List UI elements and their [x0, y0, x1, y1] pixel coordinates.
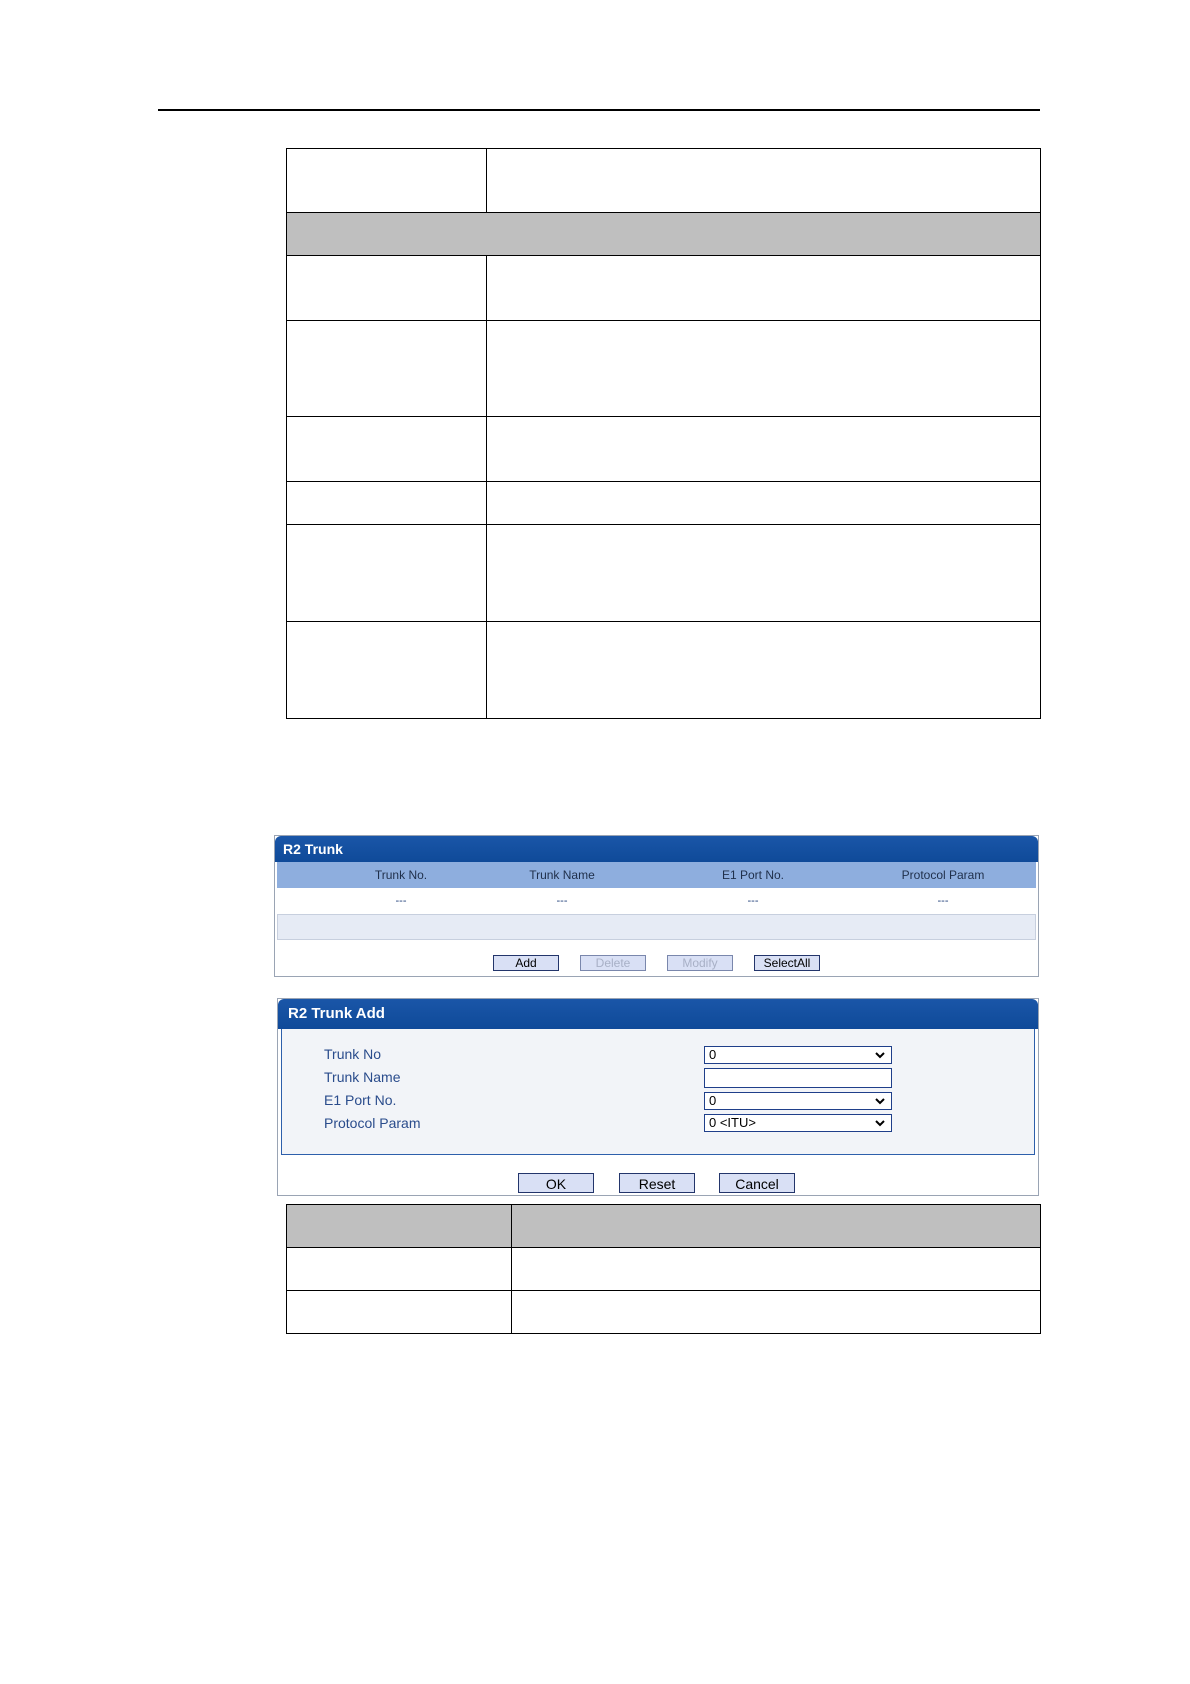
- r2-trunk-add-title: R2 Trunk Add: [278, 999, 1038, 1029]
- add-button[interactable]: Add: [493, 955, 559, 971]
- cancel-button[interactable]: Cancel: [719, 1173, 795, 1193]
- cell-trunk-name: ---: [556, 895, 568, 907]
- delete-button[interactable]: Delete: [580, 955, 646, 971]
- r2-trunk-title: R2 Trunk: [275, 836, 1038, 862]
- chevron-down-icon: [875, 1050, 885, 1060]
- table-cell: [287, 417, 487, 482]
- table-cell: [287, 149, 487, 213]
- header-rule: [158, 109, 1040, 111]
- r2-trunk-add-panel: [277, 998, 1039, 1196]
- table-cell: [487, 417, 1041, 482]
- table-header-cell: [512, 1205, 1041, 1248]
- ok-button[interactable]: OK: [518, 1173, 594, 1193]
- cell-protocol-param: ---: [937, 895, 949, 907]
- protocol-param-value: 0 <ITU>: [709, 1115, 756, 1130]
- table-cell: [287, 622, 487, 719]
- table-cell: [287, 482, 487, 525]
- trunk-name-label: Trunk Name: [324, 1069, 401, 1085]
- e1-port-no-select[interactable]: [704, 1092, 892, 1110]
- e1-port-no-label: E1 Port No.: [324, 1092, 397, 1108]
- reset-button[interactable]: Reset: [619, 1173, 695, 1193]
- table-cell: [487, 321, 1041, 417]
- r2-trunk-panel: [274, 835, 1039, 977]
- column-header-trunk-name[interactable]: Trunk Name: [529, 868, 595, 882]
- table-cell: [287, 525, 487, 622]
- table-cell: [487, 482, 1041, 525]
- chevron-down-icon: [875, 1118, 885, 1128]
- table-cell: [487, 525, 1041, 622]
- table-cell: [487, 622, 1041, 719]
- table-header-cell: [287, 1205, 512, 1248]
- trunk-name-input[interactable]: [704, 1068, 892, 1088]
- table-cell: [287, 1291, 512, 1334]
- form-area: [281, 1029, 1035, 1155]
- table-cell: [512, 1248, 1041, 1291]
- table-row-empty: [277, 914, 1036, 940]
- table-cell: [287, 321, 487, 417]
- cell-trunk-no: ---: [395, 895, 407, 907]
- cell-e1-port-no: ---: [747, 895, 759, 907]
- trunk-no-label: Trunk No: [324, 1046, 382, 1062]
- table-header-row: [277, 862, 1036, 888]
- e1-port-no-value: 0: [709, 1093, 717, 1108]
- protocol-param-label: Protocol Param: [324, 1115, 421, 1131]
- parameter-table-lower: [286, 1204, 1041, 1334]
- modify-button[interactable]: Modify: [667, 955, 733, 971]
- table-cell: [287, 256, 487, 321]
- table-cell: [512, 1291, 1041, 1334]
- table-cell: [487, 256, 1041, 321]
- trunk-no-select[interactable]: [704, 1046, 892, 1064]
- trunk-no-value: 0: [709, 1047, 717, 1062]
- protocol-param-select[interactable]: [704, 1114, 892, 1132]
- parameter-table-upper: [286, 148, 1041, 719]
- table-row[interactable]: [277, 888, 1036, 914]
- column-header-e1-port-no[interactable]: E1 Port No.: [721, 868, 785, 882]
- table-section-header: [287, 213, 1041, 256]
- chevron-down-icon: [875, 1096, 885, 1106]
- table-cell: [487, 149, 1041, 213]
- select-all-button[interactable]: SelectAll: [754, 955, 820, 971]
- column-header-protocol-param[interactable]: Protocol Param: [901, 868, 985, 882]
- table-cell: [287, 1248, 512, 1291]
- column-header-trunk-no[interactable]: Trunk No.: [374, 868, 428, 882]
